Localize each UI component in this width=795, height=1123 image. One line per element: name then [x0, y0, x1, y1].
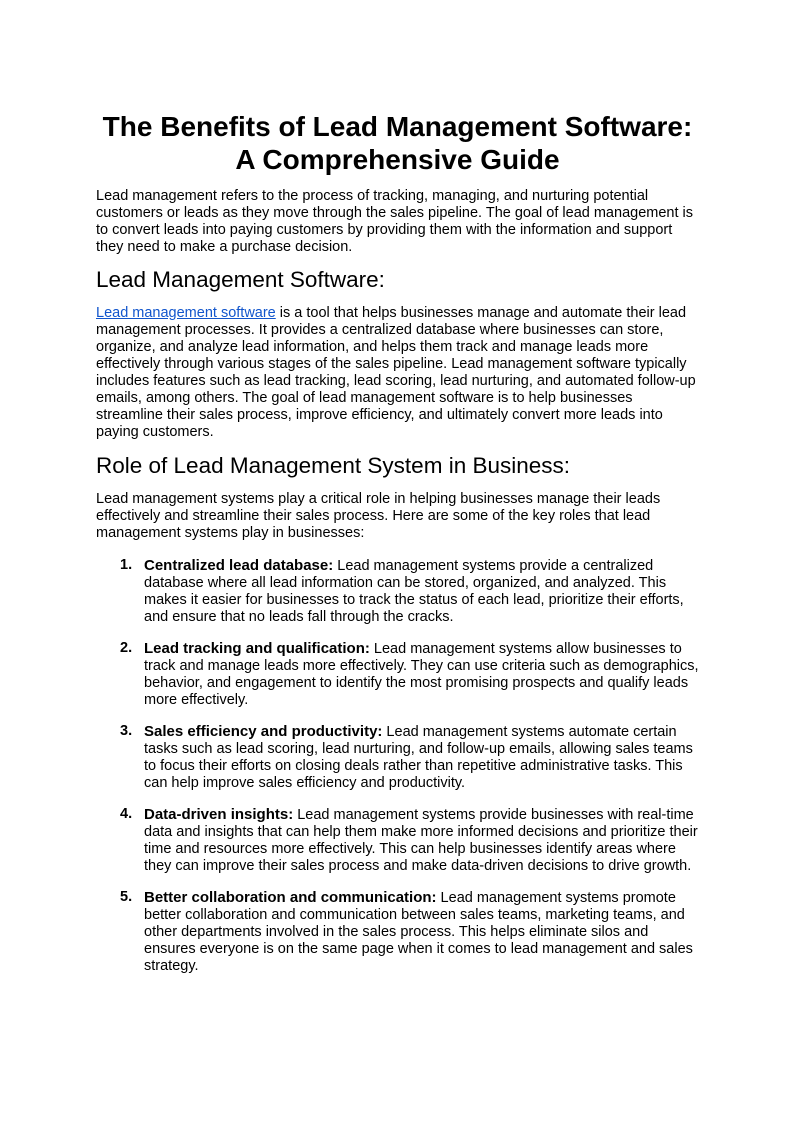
- lead-management-software-body: is a tool that helps businesses manage and automate their lead management processes. It provides a centralized database where businesses can store, organize, and analyze lead information, and helps them track and manage leads more effectively through various stages of the sales pipeline. Lead management software typically includes features such as lead tracking, lead scoring, lead nurturing, and automated follow-up emails, among others. The goal of lead management software is to help businesses streamline their sales process, improve efficiency, and ultimately convert more leads into paying customers.: [96, 305, 696, 440]
- role-intro-paragraph: Lead management systems play a critical role in helping businesses manage their leads effectively and streamline their sales process. Here are some of the key roles that lead management systems play in businesses:: [96, 491, 661, 541]
- list-item-title: Data-driven insights:: [144, 806, 294, 823]
- list-item-text: Lead management systems provide a centralized database where all lead information can be stored, organized, and analyzed. This makes it easier for businesses to track the status of each lead, prioritize their efforts, and ensure that no leads fall through the cracks.: [144, 558, 684, 625]
- document-title-line-2: A Comprehensive Guide: [235, 144, 560, 175]
- document-title: [96, 110, 699, 176]
- list-item-title: Lead tracking and qualification:: [144, 640, 370, 657]
- list-item: [120, 557, 699, 626]
- list-item: [120, 889, 699, 975]
- list-item-text: Lead management systems automate certain tasks such as lead scoring, lead nurturing, and follow-up emails, allowing sales teams to focus their efforts on closing deals rather than repetitive administrative tasks. This can help improve sales efficiency and productivity.: [144, 724, 693, 791]
- list-item-number: 3.: [120, 723, 133, 739]
- section-heading-lead-management-software: Lead Management Software:: [96, 267, 385, 292]
- list-item-number: 5.: [120, 889, 133, 905]
- list-item: [120, 806, 699, 875]
- lead-management-software-link[interactable]: Lead management software: [96, 305, 276, 321]
- key-roles-list: [96, 557, 699, 975]
- list-item-title: Centralized lead database:: [144, 557, 334, 574]
- list-item-text: Lead management systems provide businesses with real-time data and insights that can help them make more informed decisions and prioritize their time and resources more effectively. This can help businesses identify areas where they can improve their sales process and make data-driven decisions to drive growth.: [144, 807, 698, 874]
- lead-management-software-paragraph: [96, 305, 699, 441]
- list-item-text: Lead management systems promote better collaboration and communication between sales teams, marketing teams, and other departments involved in the sales process. This helps eliminate silos and ensures everyone is on the same page when it comes to lead management and sales strategy.: [144, 890, 693, 974]
- list-item: [120, 640, 699, 709]
- list-item-number: 4.: [120, 806, 133, 822]
- section-heading-role-in-business: Role of Lead Management System in Business:: [96, 453, 571, 478]
- list-item-number: 2.: [120, 640, 133, 656]
- document-title-line-1: The Benefits of Lead Management Software:: [102, 111, 693, 142]
- intro-paragraph: Lead management refers to the process of tracking, managing, and nurturing potential customers or leads as they move through the sales pipeline. The goal of lead management is to convert leads into paying customers by providing them with the information and support they need to make a purchase decision.: [96, 188, 693, 255]
- list-item-number: 1.: [120, 557, 133, 573]
- list-item: [120, 723, 699, 792]
- list-item-title: Sales efficiency and productivity:: [144, 723, 383, 740]
- list-item-text: Lead management systems allow businesses to track and manage leads more effectively. They can use criteria such as demographics, behavior, and engagement to identify the most promising prospects and qualify leads more effectively.: [144, 641, 699, 708]
- list-item-title: Better collaboration and communication:: [144, 889, 437, 906]
